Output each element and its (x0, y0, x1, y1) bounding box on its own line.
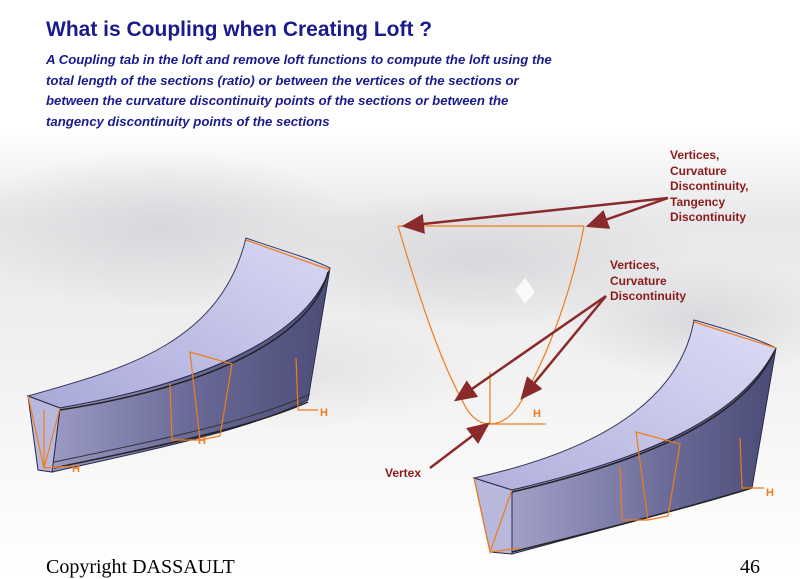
description-line: total length of the sections (ratio) or between the vertices of the sections or (46, 72, 519, 88)
callout-vertex (385, 466, 421, 482)
slide-description (46, 50, 646, 132)
description-line: A Coupling tab in the loft and remove loft functions to compute the loft using the (46, 52, 552, 67)
footer-copyright: Copyright DASSAULT (46, 556, 235, 578)
callout-line: Curvature (610, 273, 667, 288)
callout-line: Vertices, (670, 148, 720, 162)
callout-line: Discontinuity, (670, 179, 749, 193)
page-number: 46 (740, 556, 760, 578)
h-axis-label: H (72, 463, 80, 475)
description-line: between the curvature discontinuity points of the sections or between the (46, 93, 509, 109)
callout-vertices-curvature (610, 258, 686, 305)
h-axis-label: H (198, 435, 206, 447)
callout-line: Vertex (385, 466, 422, 480)
callout-line: Discontinuity (610, 289, 687, 303)
callout-line: Curvature (670, 163, 727, 178)
slide-title: What is Coupling when Creating Loft ? (46, 18, 433, 41)
h-axis-label: H (320, 407, 328, 419)
callout-line: Vertices, (610, 258, 660, 272)
description-line: tangency discontinuity points of the sections (46, 113, 330, 129)
callout-vertices-curvature-tangency (670, 148, 748, 226)
callout-line: Discontinuity (670, 210, 747, 224)
h-axis-label: H (533, 408, 541, 420)
h-axis-label: H (766, 487, 774, 499)
callout-line: Tangency (670, 194, 726, 209)
